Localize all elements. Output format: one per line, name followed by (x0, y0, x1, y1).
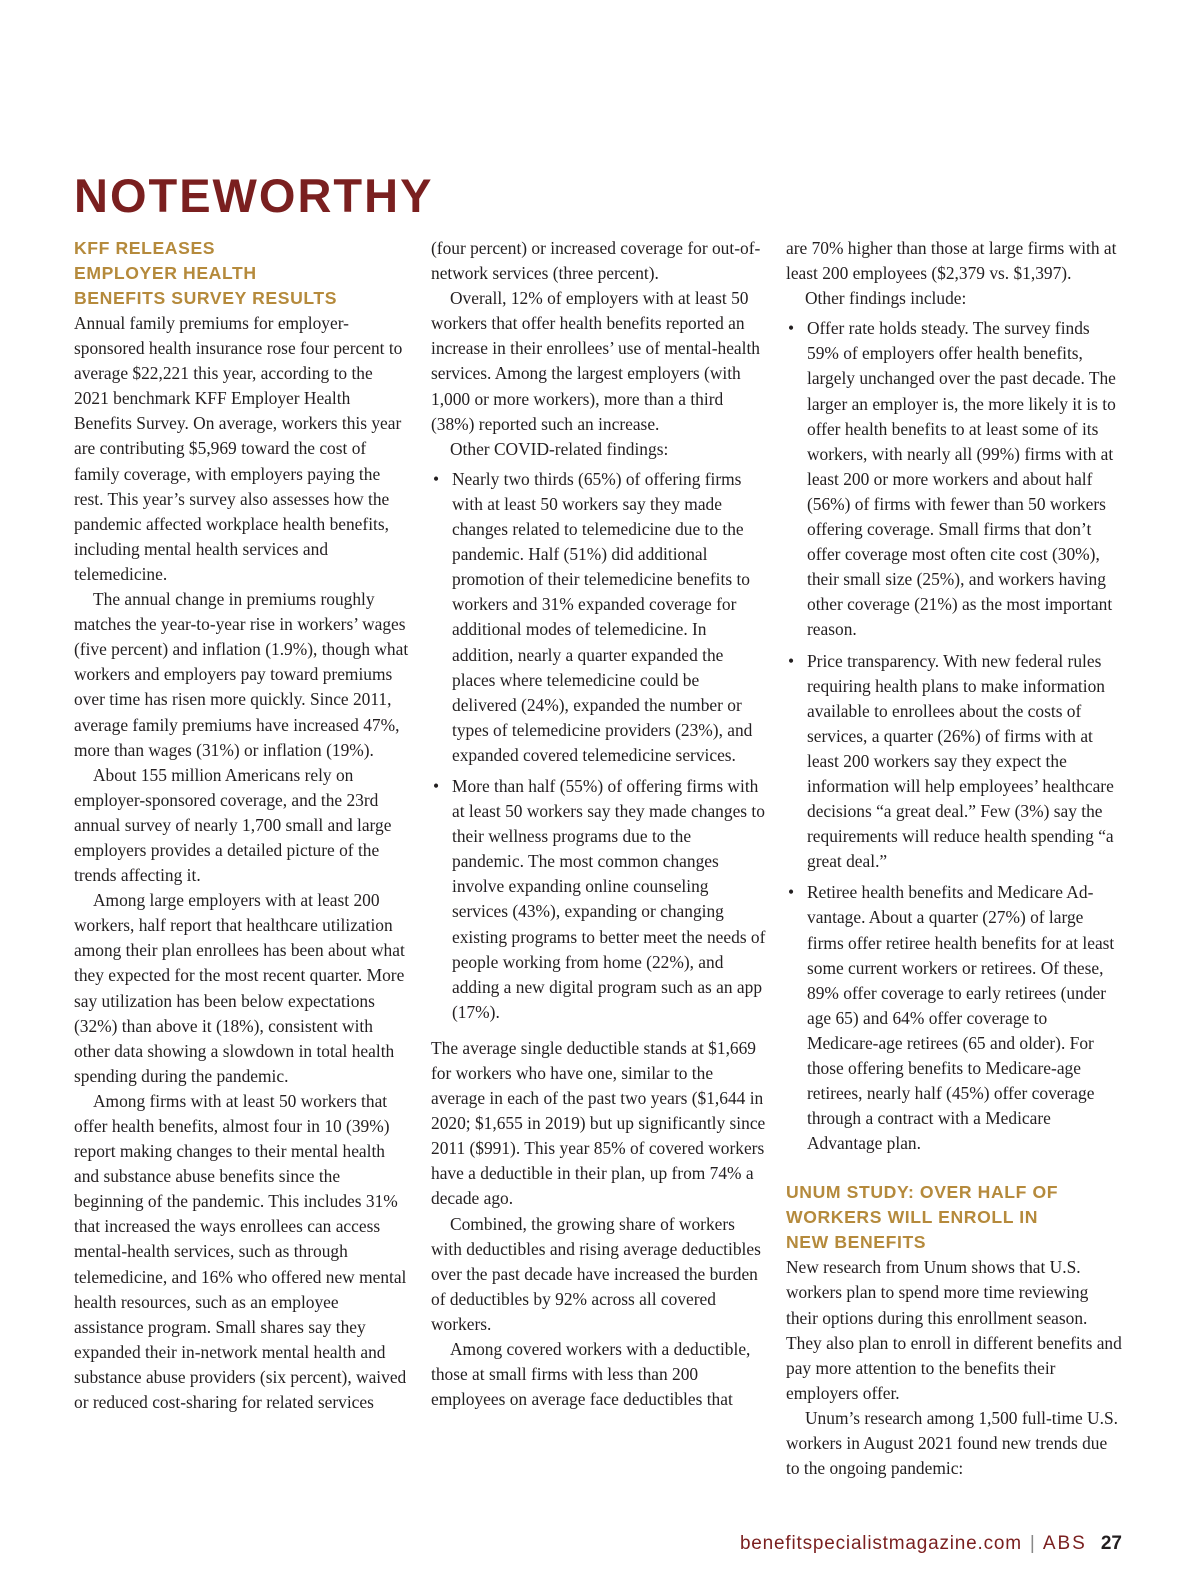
list-item (431, 774, 767, 1025)
body-paragraph: The average single deductible stands at $1,669 for workers who have one, similar to the average in each of the past two years ($1,644 in 2020; $1,655 in 2019) but up significantly since 2011 ($991). This year 85% of covered workers have a deductible in their plan, up from 74% a decade ago. (431, 1037, 766, 1209)
bullet-icon: • (433, 468, 440, 489)
heading-line: NEW BENEFITS (786, 1232, 927, 1253)
article-heading-kff (74, 236, 410, 311)
page-title: NOTEWORTHY (74, 169, 434, 222)
list-item (786, 316, 1122, 642)
footer-publication: ABS (1042, 1533, 1087, 1554)
footer-website-link[interactable]: benefitspecialistmagazine.com (739, 1533, 1022, 1554)
list-item (431, 467, 767, 768)
column-3 (786, 236, 1122, 1481)
body-paragraph: Among covered workers with a deductible, those at small firms with less than 200 employees on average face deductibles that (431, 1339, 751, 1410)
bullet-icon: • (788, 882, 795, 903)
list-item-text: More than half (55%) of offering firms with at least 50 workers say they made changes to their wellness programs due to the pandemic. The most common changes involve expanding online counseling services (43%), expanding or changing existing programs to better meet the needs of people working from home (22%), and adding a new digital program such as an app (17%). (452, 775, 766, 1022)
list-item-text: Offer rate holds steady. The survey finds 59% of employers offer health benefits, largely unchanged over the past decade. The larger an employer is, the more likely it is to offer health benefits to at least some of its workers, with nearly all (99%) firms with at least 200 or more workers and about half (56%) of firms with fewer than 50 workers offering coverage. Small firms that don’t offer coverage most often cite cost (30%), their small size (25%), and workers having other coverage (21%) as the most important reason. (807, 318, 1116, 640)
body-paragraph: Among firms with at least 50 workers that offer health benefits, almost four in 10 (39%) report making changes to their mental health and substance abuse benefits since the beginning of the pandemic. This includes 31% that increased the ways enrollees can access mental-health services, such as through telemedicine, and 16% who offered new mental health resources, such as an employee assistance program. Small shares say they expanded their in-network mental health and substance abuse providers (six percent), waived or reduced cost-sharing for related services (74, 1090, 407, 1413)
bullet-icon: • (433, 775, 440, 796)
page-number: 27 (1100, 1533, 1122, 1554)
body-paragraph: Unum’s research among 1,500 full-time U.S. workers in August 2021 found new trends due to the ongoing pandemic: (786, 1407, 1118, 1479)
heading-line: EMPLOYER HEALTH (74, 263, 257, 283)
bullet-icon: • (788, 650, 795, 671)
page-footer (740, 1530, 1122, 1558)
body-paragraph: About 155 million Americans rely on employer-sponsored coverage, and the 23rd annual survey of nearly 1,700 small and large employers provides a detailed picture of the trends affecting it. (74, 764, 392, 886)
footer-separator: | (1029, 1533, 1035, 1554)
body-paragraph: Other findings include: (805, 288, 967, 309)
heading-line: BENEFITS SURVEY RESULTS (74, 288, 338, 308)
body-paragraph: are 70% higher than those at large firms with at least 200 employees ($2,379 vs. $1,397). (786, 238, 1117, 284)
body-paragraph: Overall, 12% of employers with at least 50 workers that offer health benefits reported an increase in their enrollees’ use of mental-health services. Among the largest employers (with 1,000 or more workers), more than a third (38%) reported such an increase. (431, 288, 760, 434)
bullet-icon: • (788, 318, 795, 339)
body-paragraph: Other COVID-related findings: (450, 438, 669, 459)
heading-line: WORKERS WILL ENROLL IN (786, 1207, 1039, 1228)
body-paragraph: New research from Unum shows that U.S. workers plan to spend more time reviewing their options during this enrollment season. They also plan to enroll in different benefits and pay more attention to the benefits their employers offer. (786, 1257, 1122, 1403)
column-1 (74, 236, 410, 1415)
column-2 (431, 236, 767, 1412)
list-item (786, 880, 1122, 1156)
body-paragraph: (four percent) or increased coverage for out-of-network services (three percent). (431, 238, 761, 284)
findings-list (431, 467, 767, 1025)
body-paragraph: Annual family premiums for employer-sponsored health insurance rose four percent to average $22,221 this year, according to the 2021 benchmark KFF Employer Health Benefits Survey. On average, workers this year are contributing $5,969 toward the cost of family coverage, with employers paying the rest. This year’s survey also assesses how the pandemic affected workplace health benefits, including mental health services and telemedicine. (74, 313, 403, 584)
article-heading-unum (786, 1180, 1122, 1255)
list-item (786, 649, 1122, 875)
body-paragraph: The annual change in premiums roughly matches the year-to-year rise in workers’ wages (five percent) and inflation (1.9%), though what workers and employers pay toward premiums over time has risen more quickly. Since 2011, average family premiums have increased 47%, more than wages (31%) or inflation (19%). (74, 589, 409, 760)
other-findings-list (786, 316, 1122, 1156)
heading-line: UNUM STUDY: OVER HALF OF (786, 1182, 1059, 1203)
body-paragraph: Combined, the growing share of workers with deductibles and rising average deductibles over the past decade have increased the burden of deductibles by 92% across all covered workers. (431, 1213, 761, 1334)
heading-line: KFF RELEASES (74, 238, 216, 258)
body-paragraph: Among large employers with at least 200 workers, half report that healthcare utilization among their plan enrollees has been about what they expected for the most recent quarter. More say utilization has been below expectations (32%) than above it (18%), consistent with other data showing a slowdown in total health spending during the pandemic. (74, 890, 405, 1086)
list-item-text: Price transparency. With new federal rules requiring health plans to make information available to enrollees about the costs of services, a quarter (26%) of firms with at least 200 workers say they expect the information will help employees’ healthcare decisions “a great deal.” Few (3%) say the requirements will reduce health spending “a great deal.” (807, 650, 1114, 872)
list-item-text: Retiree health benefits and Medicare Advantage. About a quarter (27%) of large firms offer retiree health benefits for at least some current workers or retirees. Of these, 89% offer coverage to early retirees (under age 65) and 64% offer coverage to Medicare-age retirees (65 and older). For those offering benefits to Medicare-age retirees, nearly half (45%) offer coverage through a contract with a Medicare Advantage plan. (807, 882, 1115, 1154)
list-item-text: Nearly two thirds (65%) of offering firms with at least 50 workers say they made changes related to telemedicine due to the pandemic. Half (51%) did additional promotion of their telemedicine benefits to workers and 31% expanded coverage for additional modes of telemedicine. In addition, nearly a quarter expanded the places where telemedicine could be delivered (24%), expanded the number or types of telemedicine providers (23%), and expanded covered telemedicine services. (452, 468, 753, 765)
